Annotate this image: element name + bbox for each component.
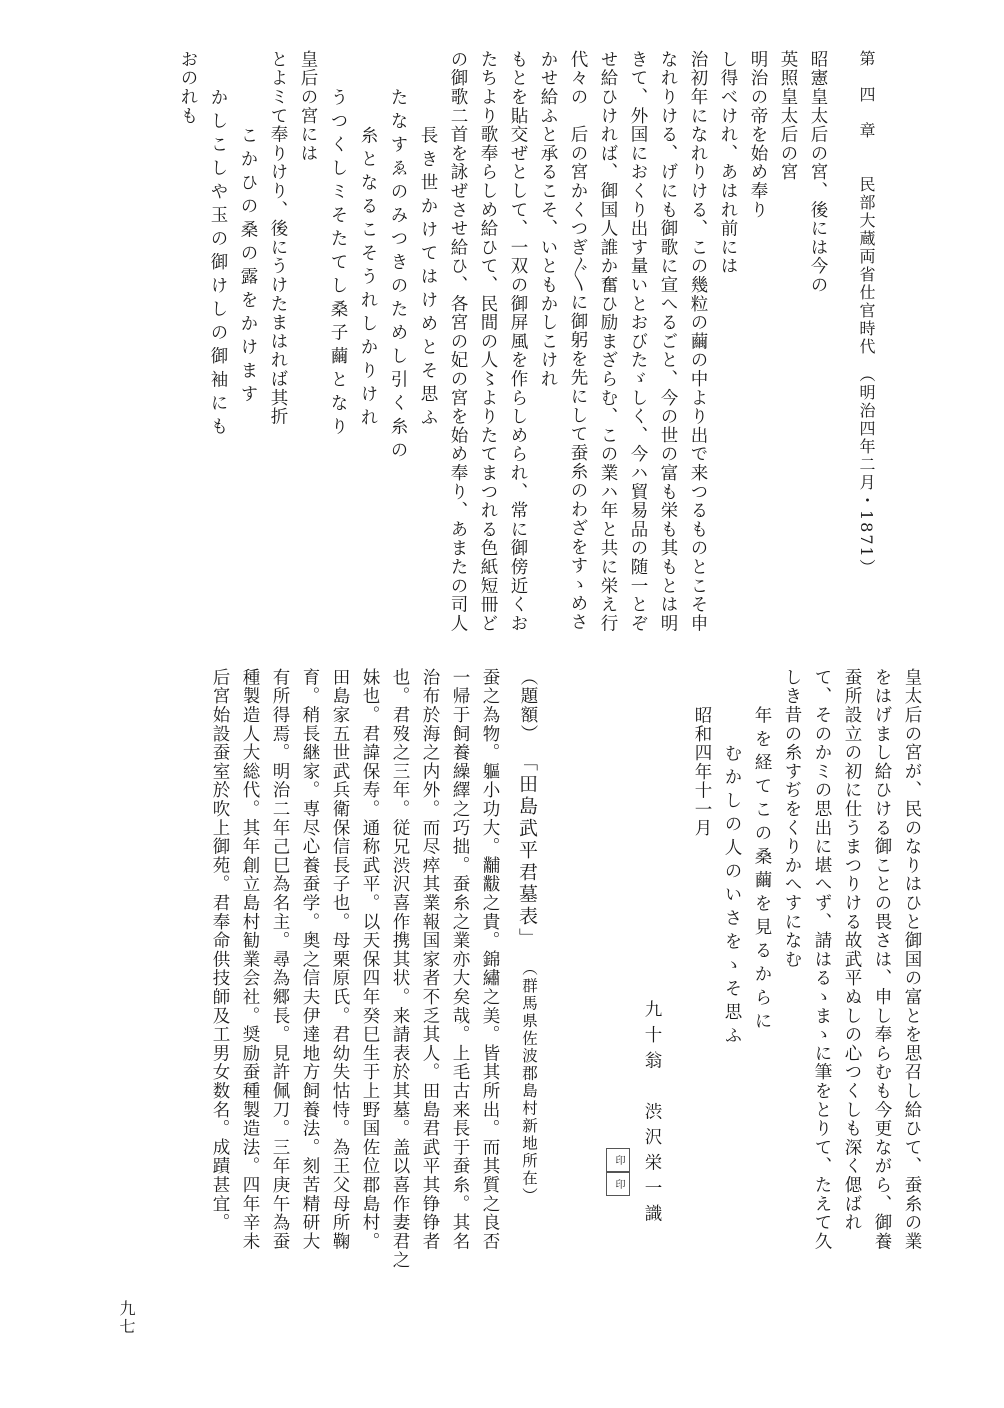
text-line: もとを貼交ぜとして、一双の御屏風を作らしめられ、常に御傍近くお [508,50,528,633]
poem-line: うつくしミそたてし桑子繭となり [328,88,348,441]
text-line: 皇后の宮には [298,50,318,163]
poem-line: 糸となるこそうれしかりけれ [358,126,378,432]
text-line: なれりける、げにも御歌に宣へるごと、今の世の富も栄も其もとは明 [658,50,678,633]
page-number: 九七 [117,1300,136,1336]
date-line: 昭和四年十一月 [692,706,712,838]
poem-line: こかひの桑の露をかけます [238,126,258,408]
text-line: 皇太后の宮が、民のなりはひと御国の富とを思召し給ひて、蚕糸の業 [902,668,922,1251]
heading-label: （題額） [518,668,538,744]
kanbun-line: 育。稍長継家。専尽心養蚕学。奥之信夫伊達地方飼養法。刻苦精研大 [300,668,320,1251]
heading-location: （群馬県佐波郡島村新地所在） [520,960,538,1205]
seal-text: 印 [613,1179,624,1189]
seal-stamp [606,1172,630,1196]
poem-line: 長き世かけてはけめとそ思ふ [418,126,438,432]
kanbun-line: 有所得焉。明治二年己巳為名主。尋為郷長。見許佩刀。三年庚午為蚕 [270,668,290,1251]
text-line: をはげまし給ひける御ことの畏さは、申し奉らむも今更ながら、御養 [872,668,892,1251]
seal-stamp [606,1148,630,1172]
kanbun-line: 治布於海之内外。而尽瘁其業報国家者不乏其人。田島君武平其铮铮者 [420,668,440,1251]
kanbun-line: 后宮始設蚕室於吹上御苑。君奉命供技師及工男女数名。成蹟甚宜。 [210,668,230,1232]
text-line: せ給ひければ、御国人誰か奮ひ励まざらむ、この業ハ年と共に栄え行 [598,50,618,633]
kanbun-line: 妹也。君諱保寿。通称武平。以天保四年癸巳生于上野国佐位郡島村。 [360,668,380,1251]
kanbun-line: 也。君歿之三年。従兄渋沢喜作携其状。来請表於其墓。盖以喜作妻君之 [390,668,410,1270]
kanbun-line: 種製造人大総代。其年創立島村勧業会社。奨励蚕種製造法。四年辛未 [240,668,260,1251]
text-line: かせ給ふと承るこそ、いともかしこけれ [538,50,558,389]
text-line: て、そのかミの思出に堪へず、請はるゝまゝに筆をとりて、たえて久 [812,668,832,1251]
heading-title: 「田島武平君墓表」 [516,752,538,950]
text-line: たちより歌奉らしめ給ひて、民間の人〻よりたてまつれる色紙短冊ど [478,50,498,633]
seal-text: 印 [613,1155,624,1165]
kanbun-line: 蚕之為物。軀小功大。黼黻之貴。錦繡之美。皆其所出。而其質之良否 [480,668,500,1251]
text-line: きて、外国におくり出す量いとおびたゞしく、今ハ貿易品の随一とぞ [628,50,648,633]
text-line: 治初年になれりける、この幾粒の繭の中より出で来つるものとこそ申 [688,50,708,633]
kanbun-line: 一帰于飼養繰繹之巧拙。蚕糸之業亦大矣哉。上毛古来長于蚕糸。其名 [450,668,470,1251]
text-line: 明治の帝を始め奉り [748,50,768,220]
text-line: 英照皇太后の宮 [778,50,798,182]
text-line: しき昔の糸すぢをくりかへすになむ [782,668,802,969]
text-line: 代々の 后の宮かくつぎ〲に御躬を先にして蚕糸のわざをすゝめさ [568,50,588,632]
signature: 九十翁 渋沢栄一識 [642,1000,662,1230]
poem-line: 年を経てこの桑繭を見るからに [752,706,772,1035]
text-line: し得べけれ、あはれ前には [718,50,738,276]
poem-line: むかしの人のいさをゝそ思ふ [722,744,742,1050]
kanbun-line: 田島家五世武兵衛保信長子也。母栗原氏。君幼失怙恃。為王父母所鞠 [330,668,350,1251]
text-line: とよミて奉りけり、後にうけたまはれば其折 [268,50,288,426]
chapter-footer: 第 四 章 民部大蔵両省仕官時代 （明治四年二月・1871） [857,50,876,577]
poem-line: たなすゑのみつきのためし引く糸の [388,88,408,464]
text-line: 昭憲皇太后の宮、後には今の [808,50,828,295]
text-line: の御歌二首を詠ぜさせ給ひ、各宮の妃の宮を始め奉り、あまたの司人 [448,50,468,633]
text-line: 蚕所設立の初に仕うまつりける故武平ぬしの心つくしも深く偲ばれ [842,668,862,1232]
text-line: おのれも [178,50,198,126]
poem-line: かしこしや玉の御けしの御袖にも [208,88,228,441]
